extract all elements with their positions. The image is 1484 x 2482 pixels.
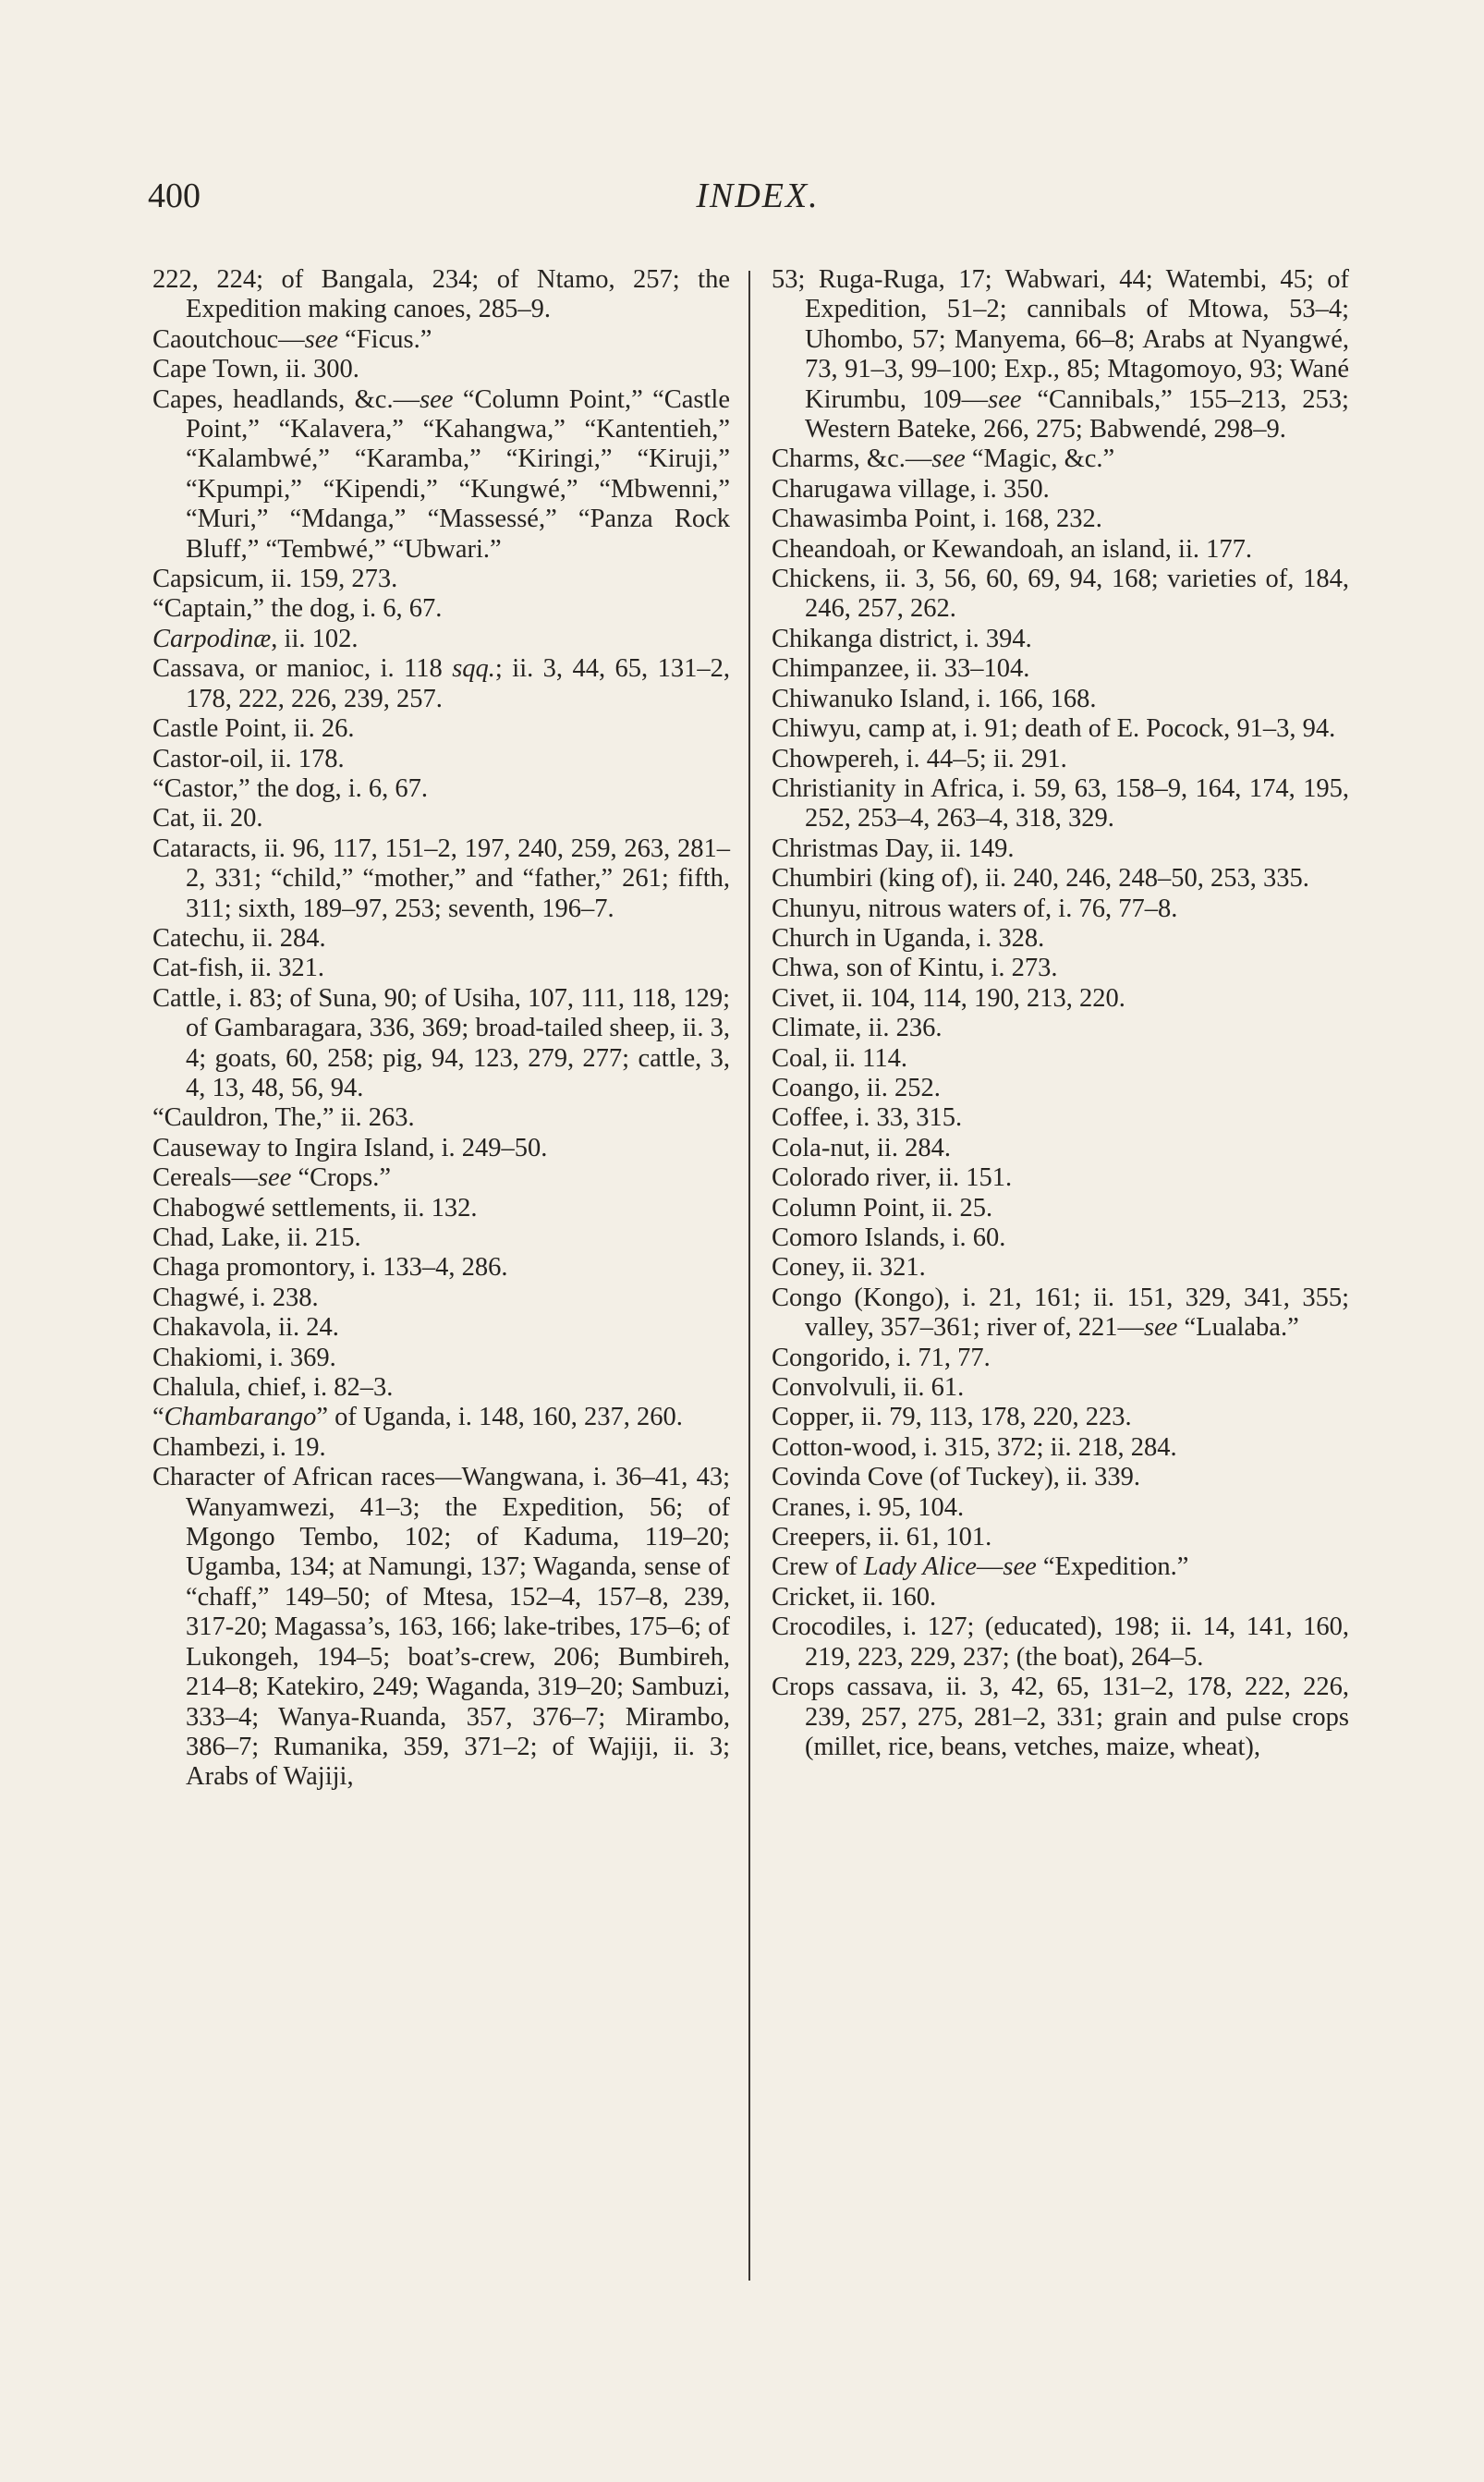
index-entry: Cranes, i. 95, 104.: [772, 1492, 965, 1522]
index-entry: “Chambarango” of Uganda, i. 148, 160, 237, 260.: [152, 1403, 683, 1432]
index-entry: Cotton-wood, i. 315, 372; ii. 218, 284.: [772, 1432, 1177, 1462]
index-entry: Chalula, chief, i. 82–3.: [152, 1373, 394, 1403]
index-entry: “Captain,” the dog, i. 6, 67.: [152, 594, 443, 624]
index-entry: Chumbiri (king of), ii. 240, 246, 248–50, 253, 335.: [772, 864, 1309, 894]
index-entry: Capes, headlands, &c.—see “Column Point,” “Castle Point,” “Kalavera,” “Kahangwa,” “Kantentieh,” “Kalambwé,” “Karamba,” “Kiringi,” “Kiruji,” “Kpumpi,” “Kipendi,” “Kungwé,” “Mbwenni,” “Muri,” “Mdanga,” “Massessé,” “Panza Rock Bluff,” “Tembwé,” “Ubwari.”: [152, 384, 730, 564]
index-entry: Castor-oil, ii. 178.: [152, 744, 345, 773]
index-entry: Comoro Islands, i. 60.: [772, 1223, 1006, 1252]
running-head: INDEX.: [696, 176, 820, 215]
index-entry: Congo (Kongo), i. 21, 161; ii. 151, 329, 341, 355; valley, 357–361; river of, 221—see “Lualaba.”: [772, 1283, 1349, 1343]
index-column-left: [152, 265, 730, 1793]
index-entry: 53; Ruga-Ruga, 17; Wabwari, 44; Watembi, 45; of Expedition, 51–2; cannibals of Mtowa, 53–4; Uhombo, 57; Manyema, 66–8; Arabs at Nyangwé, 73, 91–3, 99–100; Exp., 85; Mtagomoyo, 93; Wané Kirumbu, 109—see “Cannibals,” 155–213, 253; Western Bateke, 266, 275; Babwendé, 298–9.: [772, 265, 1349, 444]
index-entry: Cassava, or manioc, i. 118 sqq.; ii. 3, 44, 65, 131–2, 178, 222, 226, 239, 257.: [152, 654, 730, 713]
index-entry: Cattle, i. 83; of Suna, 90; of Usiha, 107, 111, 118, 129; of Gambaragara, 336, 369; broad-tailed sheep, ii. 3, 4; goats, 60, 258; pig, 94, 123, 279, 277; cattle, 3, 4, 13, 48, 56, 94.: [152, 983, 730, 1102]
index-entry: Coney, ii. 321.: [772, 1253, 926, 1283]
index-entry: Crew of Lady Alice—see “Expedition.”: [772, 1552, 1189, 1582]
index-entry: Crops cassava, ii. 3, 42, 65, 131–2, 178, 222, 226, 239, 257, 275, 281–2, 331; grain and pulse crops (millet, rice, beans, vetches, maize, wheat),: [772, 1673, 1349, 1761]
index-entry: Causeway to Ingira Island, i. 249–50.: [152, 1133, 548, 1162]
index-entry: Caoutchouc—see “Ficus.”: [152, 324, 432, 354]
column-divider: [748, 271, 750, 2281]
index-entry: “Cauldron, The,” ii. 263.: [152, 1103, 415, 1133]
index-entry: Chikanga district, i. 394.: [772, 624, 1032, 653]
index-entry: Chwa, son of Kintu, i. 273.: [772, 954, 1058, 983]
index-entry: Chaga promontory, i. 133–4, 286.: [152, 1253, 508, 1283]
index-entry: Charugawa village, i. 350.: [772, 474, 1050, 504]
index-entry: Coffee, i. 33, 315.: [772, 1103, 963, 1133]
page-number: 400: [148, 176, 201, 215]
index-entry: Capsicum, ii. 159, 273.: [152, 565, 398, 594]
index-entry: Church in Uganda, i. 328.: [772, 923, 1045, 953]
index-entry: 222, 224; of Bangala, 234; of Ntamo, 257; the Expedition making canoes, 285–9.: [152, 265, 730, 324]
index-entry: Chunyu, nitrous waters of, i. 76, 77–8.: [772, 894, 1178, 923]
index-entry: Climate, ii. 236.: [772, 1014, 943, 1043]
index-entry: Cat, ii. 20.: [152, 804, 263, 833]
index-entry: Cereals—see “Crops.”: [152, 1163, 391, 1193]
index-entry: Charms, &c.—see “Magic, &c.”: [772, 444, 1115, 474]
index-entry: Chabogwé settlements, ii. 132.: [152, 1193, 478, 1223]
index-entry: Catechu, ii. 284.: [152, 923, 326, 953]
index-entry: Chakavola, ii. 24.: [152, 1313, 339, 1343]
index-entry: Civet, ii. 104, 114, 190, 213, 220.: [772, 983, 1125, 1013]
index-entry: Chawasimba Point, i. 168, 232.: [772, 505, 1102, 534]
index-entry: Column Point, ii. 25.: [772, 1193, 993, 1223]
index-entry: Castle Point, ii. 26.: [152, 714, 355, 744]
index-entry: Chiwyu, camp at, i. 91; death of E. Pocock, 91–3, 94.: [772, 714, 1336, 744]
index-entry: Cat-fish, ii. 321.: [152, 954, 325, 983]
index-entry: Carpodinæ, ii. 102.: [152, 624, 359, 653]
index-column-right: [772, 265, 1349, 1762]
index-entry: Covinda Cove (of Tuckey), ii. 339.: [772, 1463, 1140, 1492]
index-entry: Congorido, i. 71, 77.: [772, 1343, 991, 1372]
index-entry: Convolvuli, ii. 61.: [772, 1373, 965, 1403]
index-entry: Chakiomi, i. 369.: [152, 1343, 336, 1372]
page-header: [148, 176, 1368, 222]
index-entry: Coal, ii. 114.: [772, 1043, 907, 1073]
index-entry: Creepers, ii. 61, 101.: [772, 1523, 992, 1552]
index-entry: Cape Town, ii. 300.: [152, 355, 359, 384]
index-entry: Chiwanuko Island, i. 166, 168.: [772, 684, 1097, 713]
index-entry: Character of African races—Wangwana, i. 36–41, 43; Wanyamwezi, 41–3; the Expedition, 56; of Mgongo Tembo, 102; of Kaduma, 119–20; Ugamba, 134; at Namungi, 137; Waganda, sense of “chaff,” 149–50; of Mtesa, 152–4, 157–8, 239, 317-20; Magassa’s, 163, 166; lake-tribes, 175–6; of Lukongeh, 194–5; boat’s-crew, 206; Bumbireh, 214–8; Katekiro, 249; Waganda, 319–20; Sambuzi, 333–4; Wanya-Ruanda, 357, 376–7; Mirambo, 386–7; Rumanika, 359, 371–2; of Wajiji, ii. 3; Arabs of Wajiji,: [152, 1463, 730, 1792]
index-entry: Copper, ii. 79, 113, 178, 220, 223.: [772, 1403, 1132, 1432]
index-entry: Cataracts, ii. 96, 117, 151–2, 197, 240, 259, 263, 281–2, 331; “child,” “mother,” and “father,” 261; fifth, 311; sixth, 189–97, 253; seventh, 196–7.: [152, 833, 730, 923]
index-entry: Chad, Lake, ii. 215.: [152, 1223, 361, 1252]
index-entry: Chagwé, i. 238.: [152, 1283, 319, 1312]
index-entry: Cheandoah, or Kewandoah, an island, ii. 177.: [772, 534, 1252, 564]
index-entry: Cola-nut, ii. 284.: [772, 1133, 951, 1162]
index-entry: Christmas Day, ii. 149.: [772, 833, 1015, 863]
index-entry: Cricket, ii. 160.: [772, 1582, 937, 1612]
index-entry: Chickens, ii. 3, 56, 60, 69, 94, 168; varieties of, 184, 246, 257, 262.: [772, 565, 1349, 624]
index-entry: Coango, ii. 252.: [772, 1073, 941, 1102]
index-entry: Chowpereh, i. 44–5; ii. 291.: [772, 744, 1067, 773]
index-entry: “Castor,” the dog, i. 6, 67.: [152, 773, 429, 803]
index-entry: Crocodiles, i. 127; (educated), 198; ii. 14, 141, 160, 219, 223, 229, 237; (the boat), 264–5.: [772, 1612, 1349, 1672]
index-entry: Colorado river, ii. 151.: [772, 1163, 1013, 1193]
index-entry: Chimpanzee, ii. 33–104.: [772, 654, 1030, 684]
index-entry: Chambezi, i. 19.: [152, 1432, 326, 1462]
index-entry: Christianity in Africa, i. 59, 63, 158–9, 164, 174, 195, 252, 253–4, 263–4, 318, 329.: [772, 773, 1349, 833]
